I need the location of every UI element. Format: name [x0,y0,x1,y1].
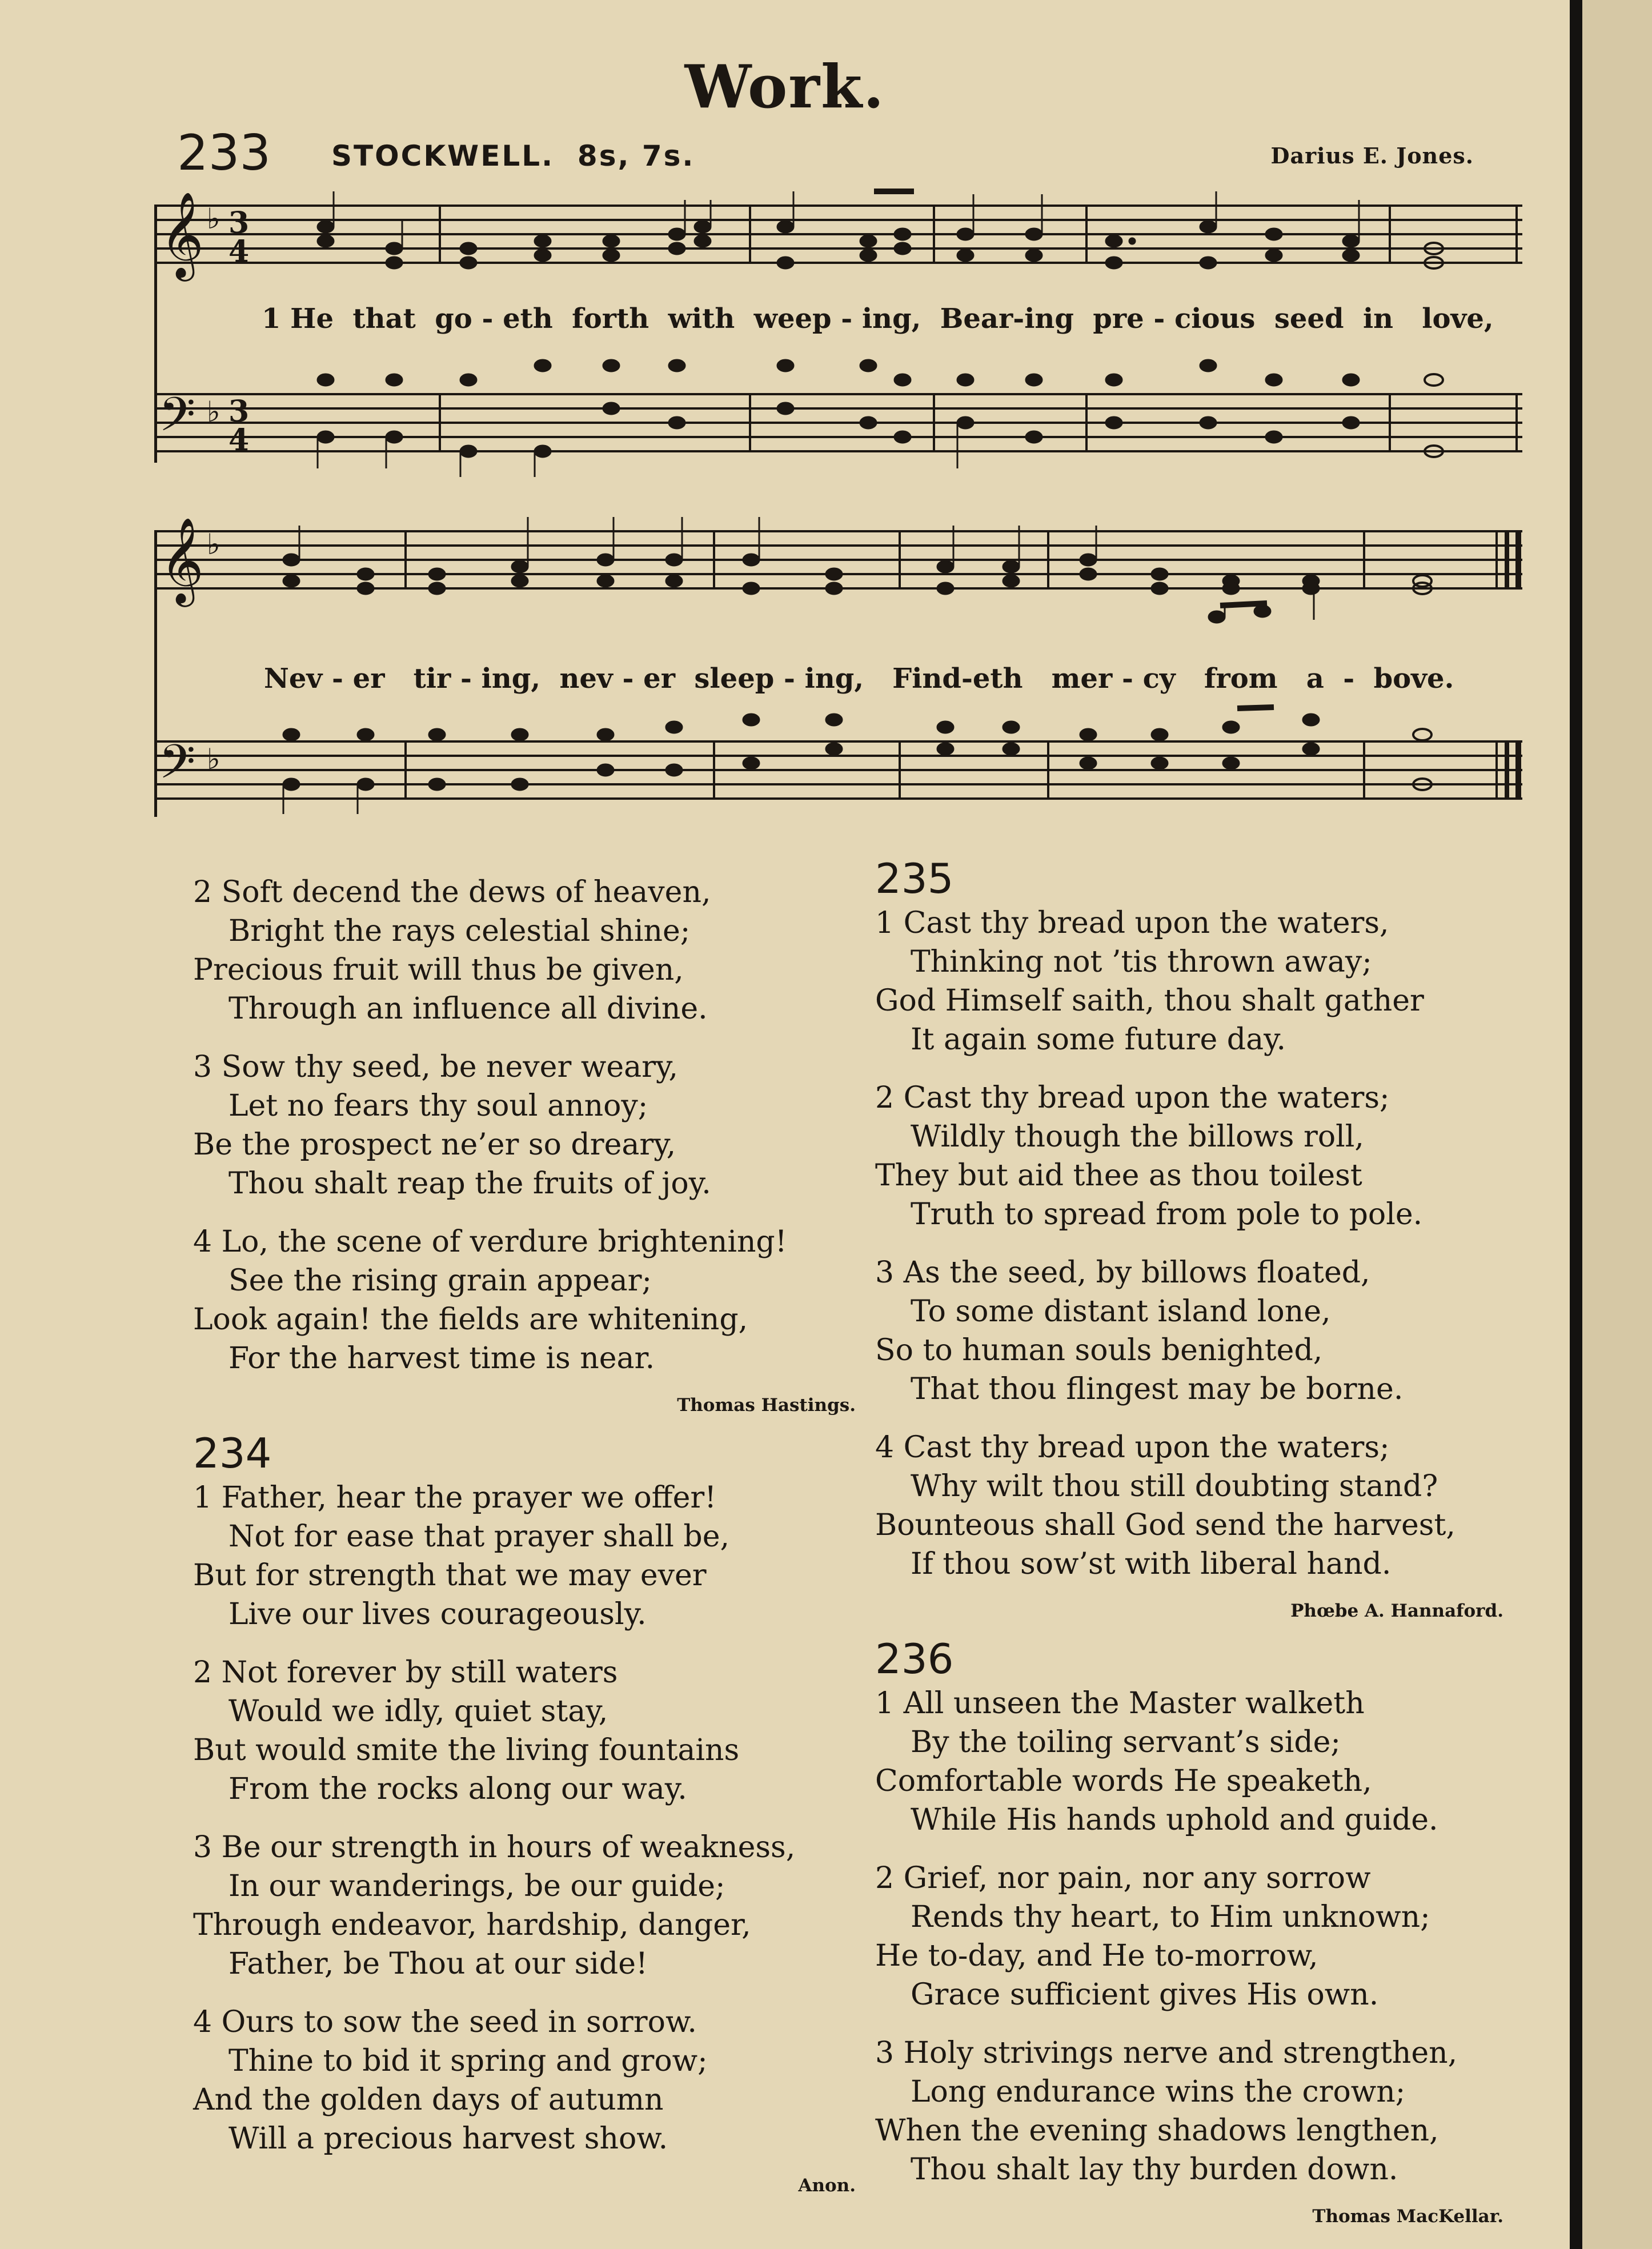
verse-line: 4 Lo, the scene of verdure brightening! [193,1225,787,1259]
verse-line: Truth to spread from pole to pole. [911,1197,1423,1232]
verse-line: To some distant island lone, [911,1294,1331,1329]
verse-line: Would we idly, quiet stay, [228,1694,608,1729]
stanza [193,2003,856,2158]
stanza [875,904,1503,1059]
verse-line: But would smite the living fountains [193,1733,740,1767]
verse-line: Precious fruit will thus be given, [193,953,684,987]
facing-page-edge [1582,0,1652,2249]
hymn-author: Thomas Hastings. [677,1395,856,1416]
verse-line: Father, be Thou at our side! [228,1947,648,1981]
meter: 8s, 7s. [577,139,695,173]
hymn-number: 235 [875,855,954,903]
verse-line: While His hands uphold and guide. [911,1803,1438,1837]
verse-line: From the rocks along our way. [228,1772,687,1806]
stanza [875,1079,1503,1234]
verse-line: 3 Sow thy seed, be never weary, [193,1050,678,1084]
verse-line: 3 Be our strength in hours of weakness, [193,1830,796,1865]
hymn-number: 234 [193,1429,272,1477]
verse-line: 3 As the seed, by billows floated, [875,1256,1370,1290]
verse-line: 3 Holy strivings nerve and strengthen, [875,2036,1458,2070]
verse-line: Thou shalt reap the fruits of joy. [228,1166,711,1201]
stanza [193,1653,856,1809]
verse-line: 4 Ours to sow the seed in sorrow. [193,2005,697,2039]
stanza [875,2034,1503,2189]
time-signature-lower: 4 [228,234,250,269]
composer: Darius E. Jones. [1270,143,1474,169]
verse-line: When the evening shadows lengthen, [875,2114,1439,2148]
flat-icon-bass-2: ♭ [207,743,220,776]
verse-line: 1 Cast thy bread upon the waters, [875,906,1389,940]
page-gutter [1570,0,1582,2249]
verse-line: Through endeavor, hardship, danger, [193,1908,751,1942]
lyric-line-1: 1 He that go - eth forth with weep - ing, Bear-ing pre - cious seed in love, [262,303,1494,335]
hymn-number: 236 [875,1635,954,1683]
bass-notes [318,360,1443,477]
stanza [875,1859,1503,2014]
treble-clef-icon: 𝄞 [160,191,204,278]
stanza [875,1428,1503,1583]
verse-line: Thine to bid it spring and grow; [228,2044,708,2078]
hymn-author: Anon. [798,2175,856,2196]
verse-line: Not for ease that prayer shall be, [228,1520,729,1554]
verse-line: Wildly though the billows roll, [911,1120,1364,1154]
bass-clef-icon: 𝄢 [159,387,196,454]
verse-line: Bounteous shall God send the harvest, [875,1508,1455,1542]
treble-notes-2 [283,517,1432,623]
treble-clef-icon-2: 𝄞 [160,516,204,603]
hymn-number: 233 [177,125,271,182]
verse-line: And the golden days of autumn [193,2083,664,2117]
bass-clef-icon-2: 𝄢 [159,734,196,801]
verse-line: It again some future day. [911,1023,1286,1057]
verse-line: Comfortable words He speaketh, [875,1764,1372,1798]
verse-line: Why wilt thou still doubting stand? [911,1469,1438,1504]
hymn-author: Thomas MacKellar. [1312,2206,1503,2227]
stanza [193,1048,856,1203]
stanza [875,1253,1503,1409]
treble-notes [318,191,1443,268]
stanza [193,873,856,1028]
tune-name: STOCKWELL. 8s, 7s. [331,139,695,173]
verse-line: He to-day, and He to-morrow, [875,1939,1318,1973]
verse-line: 1 All unseen the Master walketh [875,1686,1365,1721]
flat-icon: ♭ [207,202,220,235]
verse-line: Thou shalt lay thy burden down. [911,2152,1398,2187]
time-signature: 3 [228,206,250,240]
verse-line: Grace sufficient gives His own. [911,1978,1379,2012]
flat-icon-2: ♭ [207,528,220,561]
verse-line: That thou flingest may be borne. [911,1372,1404,1406]
verse-line: For the harvest time is near. [228,1341,655,1376]
stanza [193,1222,856,1378]
verse-line: Be the prospect ne’er so dreary, [193,1128,676,1162]
verse-line: Thinking not ’tis thrown away; [911,945,1372,979]
verse-line: Look again! the fields are whitening, [193,1302,748,1337]
verse-line: By the toiling servant’s side; [911,1725,1341,1759]
left-column [193,873,856,2197]
verse-line: They but aid thee as thou toilest [875,1158,1362,1193]
bass-staff [154,394,1522,451]
stanza [875,1684,1503,1839]
verse-line: 2 Soft decend the dews of heaven, [193,875,711,909]
verse-line: So to human souls benighted, [875,1333,1323,1368]
page-heading: Work. [684,51,885,122]
stanza [193,1478,856,1634]
lyric-line-2: Nev - er tir - ing, nev - er sleep - ing, Find-eth mer - cy from a - bove. [264,663,1454,695]
verse-line: Let no fears thy soul annoy; [228,1089,648,1123]
verse-line: Through an influence all divine. [228,992,708,1026]
verse-line: 4 Cast thy bread upon the waters; [875,1430,1390,1465]
verse-line: Will a precious harvest show. [228,2122,668,2156]
verse-line: Live our lives courageously. [228,1597,647,1631]
time-signature-bass-lower: 4 [228,423,250,458]
verse-line: Bright the rays celestial shine; [228,914,691,948]
time-signature-bass: 3 [228,394,250,429]
verse-line: 2 Grief, nor pain, nor any sorrow [875,1861,1371,1895]
verse-line: But for strength that we may ever [193,1558,707,1593]
hymn-233-header [177,125,1474,182]
verse-line: 1 Father, hear the prayer we offer! [193,1481,717,1515]
verse-line: Long endurance wins the crown; [911,2075,1406,2109]
stanza [193,1828,856,1983]
verse-line: 2 Cast thy bread upon the waters; [875,1081,1390,1115]
verse-line: God Himself saith, thou shalt gather [875,984,1424,1018]
verse-line: 2 Not forever by still waters [193,1655,618,1690]
verse-line: Rends thy heart, to Him unknown; [911,1900,1430,1934]
music-system-1 [154,189,1525,486]
hymn-author: Phœbe A. Hannaford. [1290,1601,1503,1621]
right-column [875,842,1503,2228]
verse-line: If thou sow’st with liberal hand. [911,1547,1392,1581]
flat-icon-bass: ♭ [207,395,220,428]
verse-line: In our wanderings, be our guide; [228,1869,725,1903]
verse-line: See the rising grain appear; [228,1264,652,1298]
